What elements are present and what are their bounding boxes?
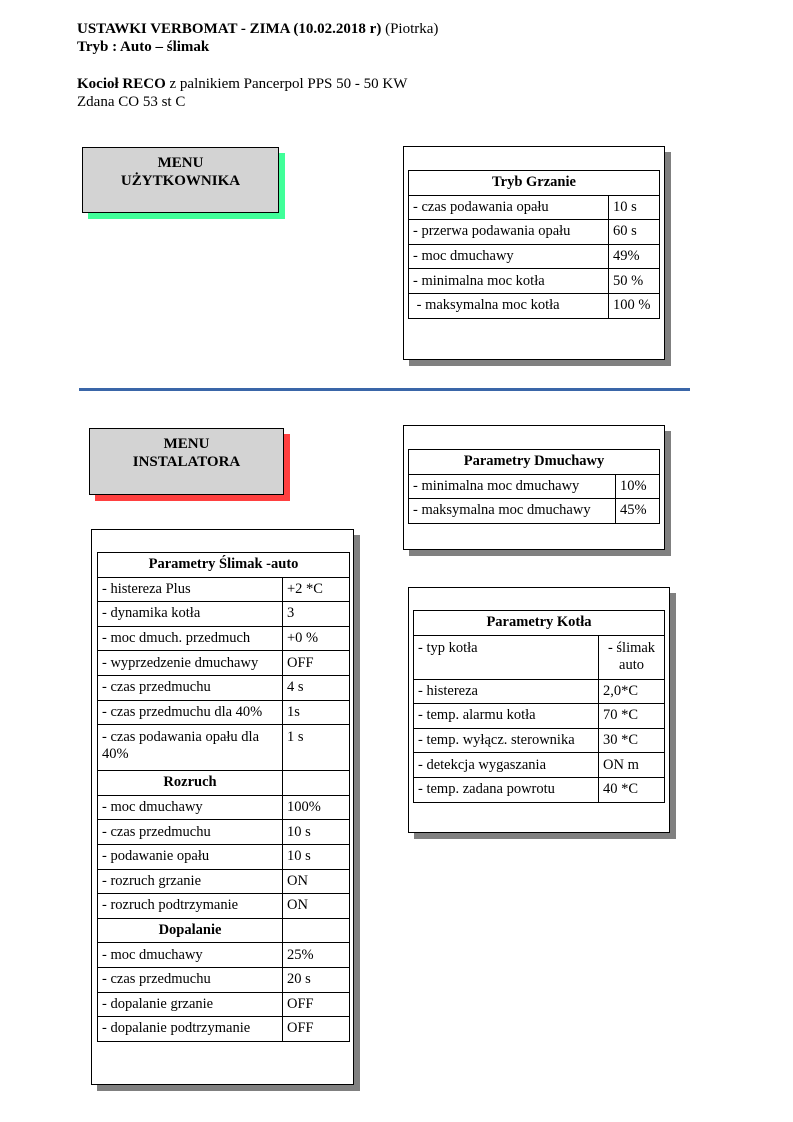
table-row: [414, 679, 665, 704]
row-label: - minimalna moc dmuchawy: [409, 474, 616, 499]
row-value: 1s: [283, 700, 350, 725]
table-row: [98, 820, 350, 845]
table-row: [98, 967, 350, 992]
mode-line: Tryb : Auto – ślimak: [77, 39, 210, 55]
table-row: [98, 795, 350, 820]
row-value: +0 %: [283, 626, 350, 651]
row-value: 3: [283, 602, 350, 627]
table-row: [414, 704, 665, 729]
table-row: [98, 894, 350, 919]
row-value: - ślimak auto: [599, 635, 665, 679]
menu-user-box: [82, 147, 279, 213]
row-value: 10%: [616, 474, 660, 499]
row-label: - czas przedmuchu: [98, 675, 283, 700]
row-label: - moc dmuchawy: [98, 943, 283, 968]
dopalanie-title: Dopalanie: [98, 918, 283, 943]
table-row: [409, 244, 660, 269]
table-row: [414, 777, 665, 802]
row-label: - temp. alarmu kotła: [414, 704, 599, 729]
boiler-line: [77, 75, 407, 93]
row-label: - przerwa podawania opału: [409, 220, 609, 245]
table-row: [98, 725, 350, 771]
row-value: 60 s: [609, 220, 660, 245]
table-row: [98, 844, 350, 869]
table-row: [409, 195, 660, 220]
row-label: - minimalna moc kotła: [409, 269, 609, 294]
row-value: 100 %: [609, 293, 660, 318]
tryb-grzanie-table: [408, 170, 660, 319]
row-value: 1 s: [283, 725, 350, 771]
menu-installer-box: [89, 428, 284, 495]
row-value: ON m: [599, 753, 665, 778]
row-value: 10 s: [283, 820, 350, 845]
row-label: - maksymalna moc kotła: [409, 293, 609, 318]
slimak-title: Parametry Ślimak -auto: [98, 553, 350, 578]
row-label: - czas podawania opału: [409, 195, 609, 220]
row-label: - typ kotła: [414, 635, 599, 679]
row-value: 100%: [283, 795, 350, 820]
row-value: 40 *C: [599, 777, 665, 802]
table-row: [414, 635, 665, 679]
title-main: USTAWKI VERBOMAT - ZIMA (10.02.2018 r): [77, 21, 382, 37]
target-temp-line: Zdana CO 53 st C: [77, 94, 186, 110]
kotla-table: [413, 610, 665, 803]
table-row: [409, 474, 660, 499]
menu-installer-line1: MENU: [163, 436, 210, 452]
row-label: - temp. zadana powrotu: [414, 777, 599, 802]
row-label: - czas przedmuchu: [98, 967, 283, 992]
table-row: [98, 943, 350, 968]
row-value: OFF: [283, 651, 350, 676]
row-label: - moc dmuch. przedmuch: [98, 626, 283, 651]
table-row: [409, 220, 660, 245]
row-label: - wyprzedzenie dmuchawy: [98, 651, 283, 676]
row-label: - dopalanie grzanie: [98, 992, 283, 1017]
table-row: [98, 626, 350, 651]
row-value: 30 *C: [599, 728, 665, 753]
row-value: +2 *C: [283, 577, 350, 602]
section-divider: [79, 388, 690, 391]
row-label: - moc dmuchawy: [98, 795, 283, 820]
row-value: ON: [283, 869, 350, 894]
menu-installer-line2: INSTALATORA: [132, 454, 241, 470]
row-label: - dynamika kotła: [98, 602, 283, 627]
row-label: - podawanie opału: [98, 844, 283, 869]
row-value: ON: [283, 894, 350, 919]
boiler-name: Kocioł RECO: [77, 76, 166, 92]
row-label: - czas przedmuchu: [98, 820, 283, 845]
tryb-grzanie-title: Tryb Grzanie: [409, 171, 660, 196]
table-row: [98, 700, 350, 725]
table-row: [409, 499, 660, 524]
menu-user-line2: UŻYTKOWNIKA: [120, 173, 241, 189]
title-author: (Piotrka): [385, 21, 439, 37]
table-row: [414, 728, 665, 753]
row-value: 50 %: [609, 269, 660, 294]
boiler-burner: z palnikiem Pancerpol PPS 50 - 50 KW: [169, 76, 408, 92]
row-label: - histereza: [414, 679, 599, 704]
row-value: OFF: [283, 1017, 350, 1042]
row-value: 10 s: [609, 195, 660, 220]
empty-cell: [283, 918, 350, 943]
row-label: - detekcja wygaszania: [414, 753, 599, 778]
row-value: 10 s: [283, 844, 350, 869]
row-value: 2,0*C: [599, 679, 665, 704]
document-title: [77, 20, 438, 38]
row-label: - czas przedmuchu dla 40%: [98, 700, 283, 725]
table-row: [414, 753, 665, 778]
row-label: - histereza Plus: [98, 577, 283, 602]
row-label: - maksymalna moc dmuchawy: [409, 499, 616, 524]
table-row: [98, 577, 350, 602]
table-row: [98, 992, 350, 1017]
row-label: - rozruch grzanie: [98, 869, 283, 894]
row-value: 25%: [283, 943, 350, 968]
row-label: - rozruch podtrzymanie: [98, 894, 283, 919]
table-row: [98, 1017, 350, 1042]
row-label: - temp. wyłącz. sterownika: [414, 728, 599, 753]
table-row: [409, 293, 660, 318]
kotla-title: Parametry Kotła: [414, 611, 665, 636]
table-row: [98, 602, 350, 627]
dmuchawy-table: [408, 449, 660, 524]
dmuchawy-title: Parametry Dmuchawy: [409, 450, 660, 475]
table-row: [98, 675, 350, 700]
row-value: 45%: [616, 499, 660, 524]
row-value: 4 s: [283, 675, 350, 700]
empty-cell: [283, 771, 350, 796]
table-row: [409, 269, 660, 294]
section-row: [98, 918, 350, 943]
row-value: 20 s: [283, 967, 350, 992]
table-row: [98, 869, 350, 894]
row-value: 49%: [609, 244, 660, 269]
table-row: [98, 651, 350, 676]
row-value: 70 *C: [599, 704, 665, 729]
row-label: - moc dmuchawy: [409, 244, 609, 269]
section-row: [98, 771, 350, 796]
menu-user-line1: MENU: [157, 155, 204, 171]
rozruch-title: Rozruch: [98, 771, 283, 796]
row-label: - czas podawania opału dla 40%: [98, 725, 283, 771]
slimak-table: [97, 552, 350, 1042]
row-value: OFF: [283, 992, 350, 1017]
row-label: - dopalanie podtrzymanie: [98, 1017, 283, 1042]
